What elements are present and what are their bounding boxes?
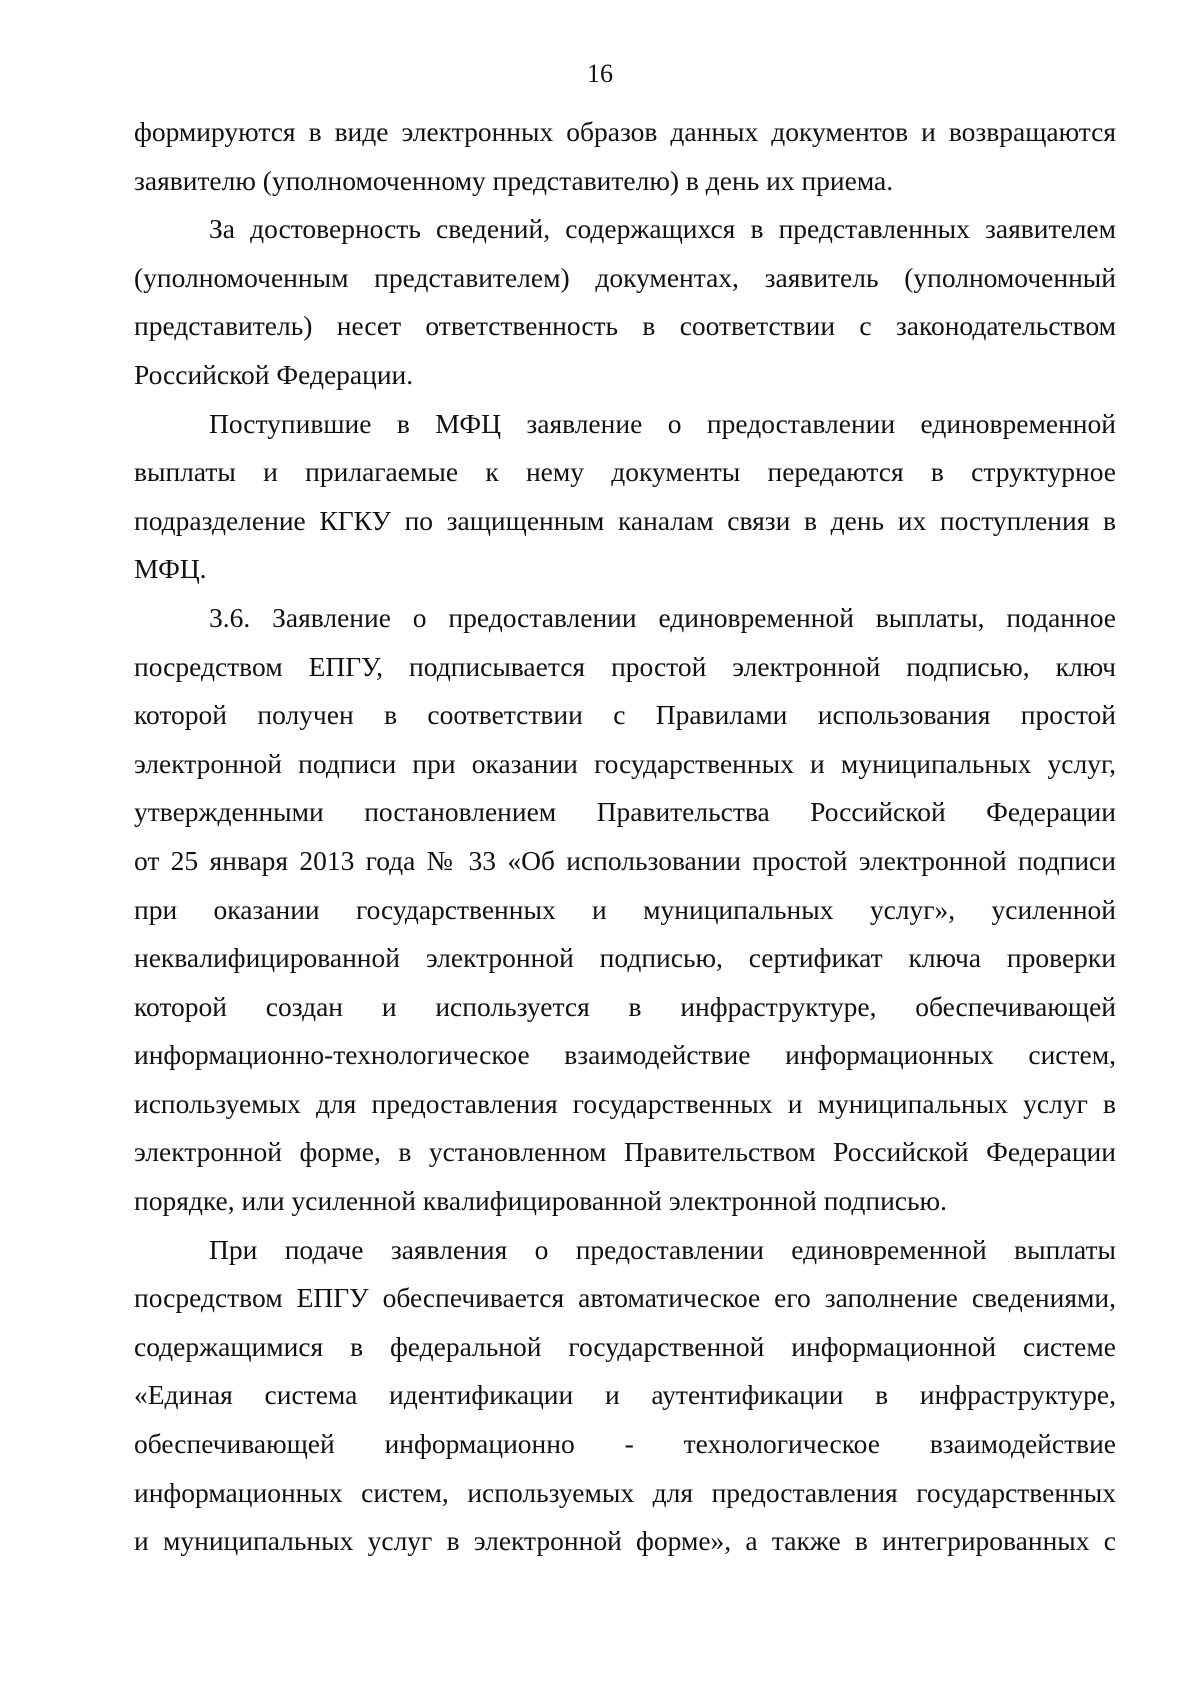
- text-line: «Единая система идентификации и аутентификации в инфраструктуре,: [134, 1379, 1116, 1411]
- text-line: При подаче заявления о предоставлении единовременной выплаты: [209, 1233, 1116, 1265]
- text-line: формируются в виде электронных образов данных документов и возвращаются: [134, 116, 1116, 147]
- text-line: электронной подписи при оказании государственных и муниципальных услуг,: [134, 747, 1116, 779]
- text-line: при оказании государственных и муниципальных услуг», усиленной: [134, 893, 1116, 925]
- text-line: выплаты и прилагаемые к нему документы передаются в структурное: [134, 456, 1116, 488]
- text-line: подразделение КГКУ по защищенным каналам связи в день их поступления в: [134, 504, 1116, 536]
- text-line: обеспечивающей информационно - технологическое взаимодействие: [134, 1428, 1116, 1460]
- text-line: которой создан и используется в инфраструктуре, обеспечивающей: [134, 990, 1116, 1022]
- text-line: от 25 января 2013 года № 33 «Об использовании простой электронной подписи: [134, 844, 1116, 876]
- text-line: порядке, или усиленной квалифицированной электронной подписью.: [134, 1185, 947, 1217]
- text-line: За достоверность сведений, содержащихся в представленных заявителем: [209, 213, 1116, 245]
- text-line: Поступившие в МФЦ заявление о предоставлении единовременной: [209, 407, 1116, 439]
- text-line: посредством ЕПГУ обеспечивается автоматическое его заполнение сведениями,: [134, 1282, 1116, 1314]
- text-line: представитель) несет ответственность в соответствии с законодательством: [134, 310, 1116, 342]
- text-line: содержащимися в федеральной государственной информационной системе: [134, 1330, 1116, 1362]
- text-line: заявителю (уполномоченному представителю) в день их приема.: [134, 164, 894, 196]
- document-body: [134, 108, 1116, 1566]
- text-line: используемых для предоставления государственных и муниципальных услуг в: [134, 1087, 1116, 1119]
- text-line: электронной форме, в установленном Правительством Российской Федерации: [134, 1136, 1116, 1168]
- text-line: неквалифицированной электронной подписью, сертификат ключа проверки: [134, 942, 1116, 974]
- text-line: посредством ЕПГУ, подписывается простой электронной подписью, ключ: [134, 650, 1116, 682]
- text-line: Российской Федерации.: [134, 358, 414, 390]
- text-line: и муниципальных услуг в электронной форме», а также в интегрированных с: [134, 1525, 1116, 1557]
- text-line: 3.6. Заявление о предоставлении единовременной выплаты, поданное: [209, 601, 1116, 633]
- text-line: МФЦ.: [134, 553, 207, 585]
- text-line: которой получен в соответствии с Правилами использования простой: [134, 699, 1116, 731]
- text-line: (уполномоченным представителем) документах, заявитель (уполномоченный: [134, 261, 1116, 293]
- text-line: информационных систем, используемых для предоставления государственных: [134, 1476, 1116, 1508]
- text-line: информационно-технологическое взаимодействие информационных систем,: [134, 1039, 1116, 1071]
- page-number: 16: [587, 59, 613, 88]
- text-line: утвержденными постановлением Правительства Российской Федерации: [134, 796, 1116, 828]
